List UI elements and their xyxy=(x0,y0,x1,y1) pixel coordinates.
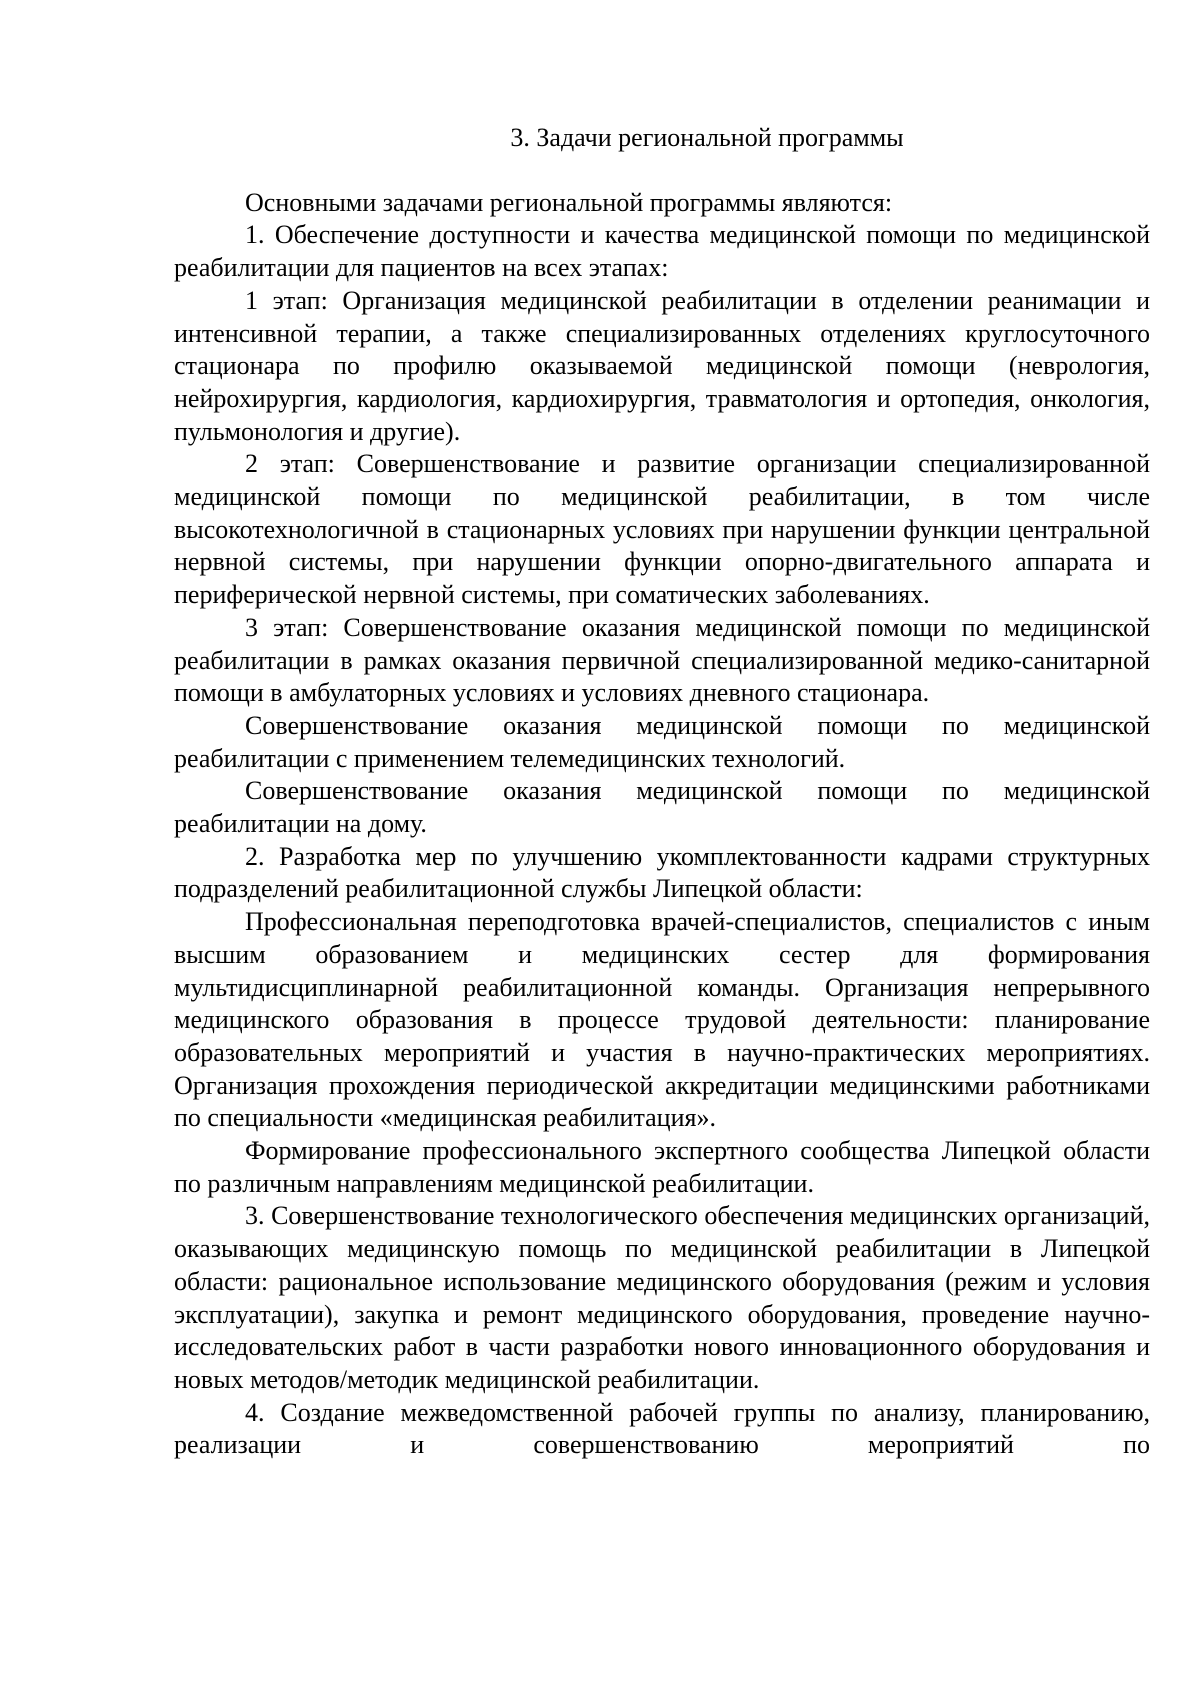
paragraph-expert-community: Формирование профессионального экспертного сообщества Липецкой области по различным направлениям медицинской реабилитации. xyxy=(174,1136,1150,1198)
paragraph-task-3: 3. Совершенствование технологического обеспечения медицинских организаций, оказывающих медицинскую помощь по медицинской реабилитации в Липецкой области: рациональное использование медицинского оборудования (режим и условия эксплуатации), закупка и ремонт медицинского оборудования, проведение научно-исследовательских работ в части разработки нового инновационного оборудования и новых методов/методик медицинской реабилитации. xyxy=(174,1201,1150,1394)
document-page xyxy=(174,122,1150,1462)
paragraph-task-4: 4. Создание межведомственной рабочей группы по анализу, планированию, реализации и совершенствованию мероприятий по xyxy=(174,1397,1150,1460)
paragraph-task-2: 2. Разработка мер по улучшению укомплектованности кадрами структурных подразделений реабилитационной службы Липецкой области: xyxy=(174,841,1150,904)
paragraph-stage-2: 2 этап: Совершенствование и развитие организации специализированной медицинской помощи по медицинской реабилитации, в том числе высокотехнологичной в стационарных условиях при нарушении функции центральной нервной системы, при нарушении функции опорно-двигательного аппарата и периферической нервной системы, при соматических заболеваниях. xyxy=(174,449,1150,610)
paragraph-intro: Основными задачами региональной программы являются: xyxy=(245,187,893,217)
section-heading: 3. Задачи региональной программы xyxy=(510,123,904,152)
paragraph-task-1: 1. Обеспечение доступности и качества медицинской помощи по медицинской реабилитации для пациентов на всех этапах: xyxy=(174,220,1150,283)
paragraph-training: Профессиональная переподготовка врачей-специалистов, специалистов с иным высшим образованием и медицинских сестер для формирования мультидисциплинарной реабилитационной команды. Организация непрерывного медицинского образования в процессе трудовой деятельности: планирование образовательных мероприятий и участия в научно-практических мероприятиях. Организация прохождения периодической аккредитации медицинскими работниками по специальности «медицинская реабилитация». xyxy=(174,907,1150,1133)
paragraph-stage-1: 1 этап: Организация медицинской реабилитации в отделении реанимации и интенсивной терапии, а также специализированных отделениях круглосуточного стационара по профилю оказываемой медицинской помощи (неврология, нейрохирургия, кардиология, кардиохирургия, травматология и ортопедия, онкология, пульмонология и другие). xyxy=(174,285,1150,446)
paragraph-stage-3: 3 этап: Совершенствование оказания медицинской помощи по медицинской реабилитации в рамках оказания первичной специализированной медико-санитарной помощи в амбулаторных условиях и условиях дневного стационара. xyxy=(174,612,1150,708)
paragraph-home-care: Совершенствование оказания медицинской помощи по медицинской реабилитации на дому. xyxy=(174,776,1150,839)
paragraph-telemedicine: Совершенствование оказания медицинской помощи по медицинской реабилитации с применением телемедицинских технологий. xyxy=(174,710,1150,773)
